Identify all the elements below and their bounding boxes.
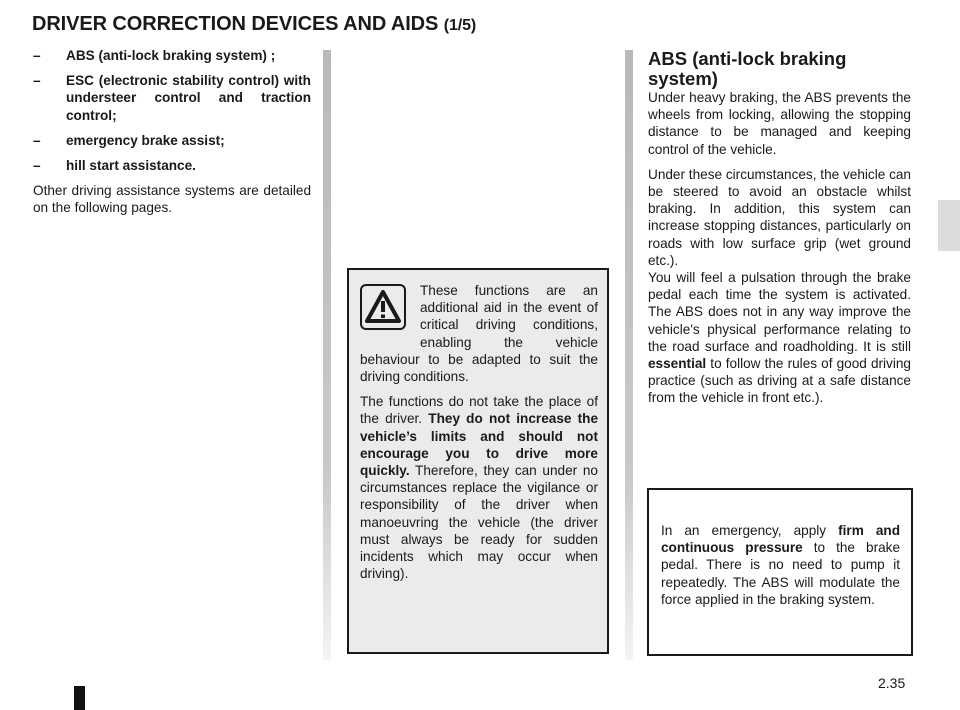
feature-list <box>33 47 311 174</box>
other-systems-note: Other driving assistance systems are detailed on the following pages. <box>33 183 311 216</box>
column-divider <box>625 50 633 660</box>
emergency-note-box <box>647 488 913 656</box>
abs-paragraph <box>648 166 911 407</box>
print-mark <box>74 686 85 710</box>
note-text: to the brake pedal. There is no need to pump it repeatedly. The ABS will modulate the force applied in the braking system. <box>661 540 901 607</box>
list-item: – ABS (anti-lock braking system) ; <box>33 47 311 64</box>
abs-paragraph: Under heavy braking, the ABS prevents the wheels from locking, allowing the stopping distance to be managed and keeping control of the vehicle. <box>648 90 911 157</box>
abs-text: to follow the rules of good driving practice (such as driving at a safe distance from the vehicle in front etc.). <box>648 356 911 406</box>
page-number: 2.35 <box>878 675 906 691</box>
warning-text: Therefore, they can under no circumstances replace the vigilance or responsibility of the driver when manoeuvring the vehicle (the driver must always be ready for sudden incidents which may occur when driving). <box>360 463 598 582</box>
left-column <box>33 47 311 225</box>
warning-triangle-icon <box>360 284 406 330</box>
warning-paragraph: These functions are an additional aid in the event of critical driving conditions, enabling the vehicle behaviour to be adapted to suit the driving conditions. <box>360 283 598 385</box>
emergency-note <box>661 522 900 608</box>
list-item: – hill start assistance. <box>33 157 311 174</box>
list-item: – ESC (electronic stability control) with understeer control and traction control; <box>33 72 311 124</box>
abs-text: You will feel a pulsation through the brake pedal each time the system is activated. The ABS does not in any way improve the vehicle's physical performance relating to the road surface and roadholding. It is still <box>648 270 911 354</box>
abs-section <box>648 49 911 407</box>
page-title <box>32 13 476 36</box>
warning-box <box>347 268 609 654</box>
warning-paragraph <box>360 393 598 582</box>
list-item: – emergency brake assist; <box>33 132 311 149</box>
page-title-text: DRIVER CORRECTION DEVICES AND AIDS <box>32 13 439 35</box>
abs-emphasis: essential <box>648 356 707 372</box>
warning-text: The functions do not take the place of the driver. <box>360 394 598 427</box>
warning-emphasis: They do not increase the vehicle’s limits and should not encourage you to drive more quickly. <box>360 411 599 479</box>
section-title: ABS (anti-lock braking system) <box>648 48 847 89</box>
chapter-tab <box>938 200 960 251</box>
note-emphasis: firm and continuous pressure <box>661 523 901 556</box>
note-text: In an emergency, apply <box>661 523 827 538</box>
abs-text: Under these circumstances, the vehicle can be steered to avoid an obstacle whilst braking. In addition, this system can increase stopping distances, particularly on roads with low surface grip (wet ground etc.). <box>648 166 911 268</box>
page-part-indicator: (1/5) <box>443 17 477 34</box>
column-divider <box>323 50 331 660</box>
